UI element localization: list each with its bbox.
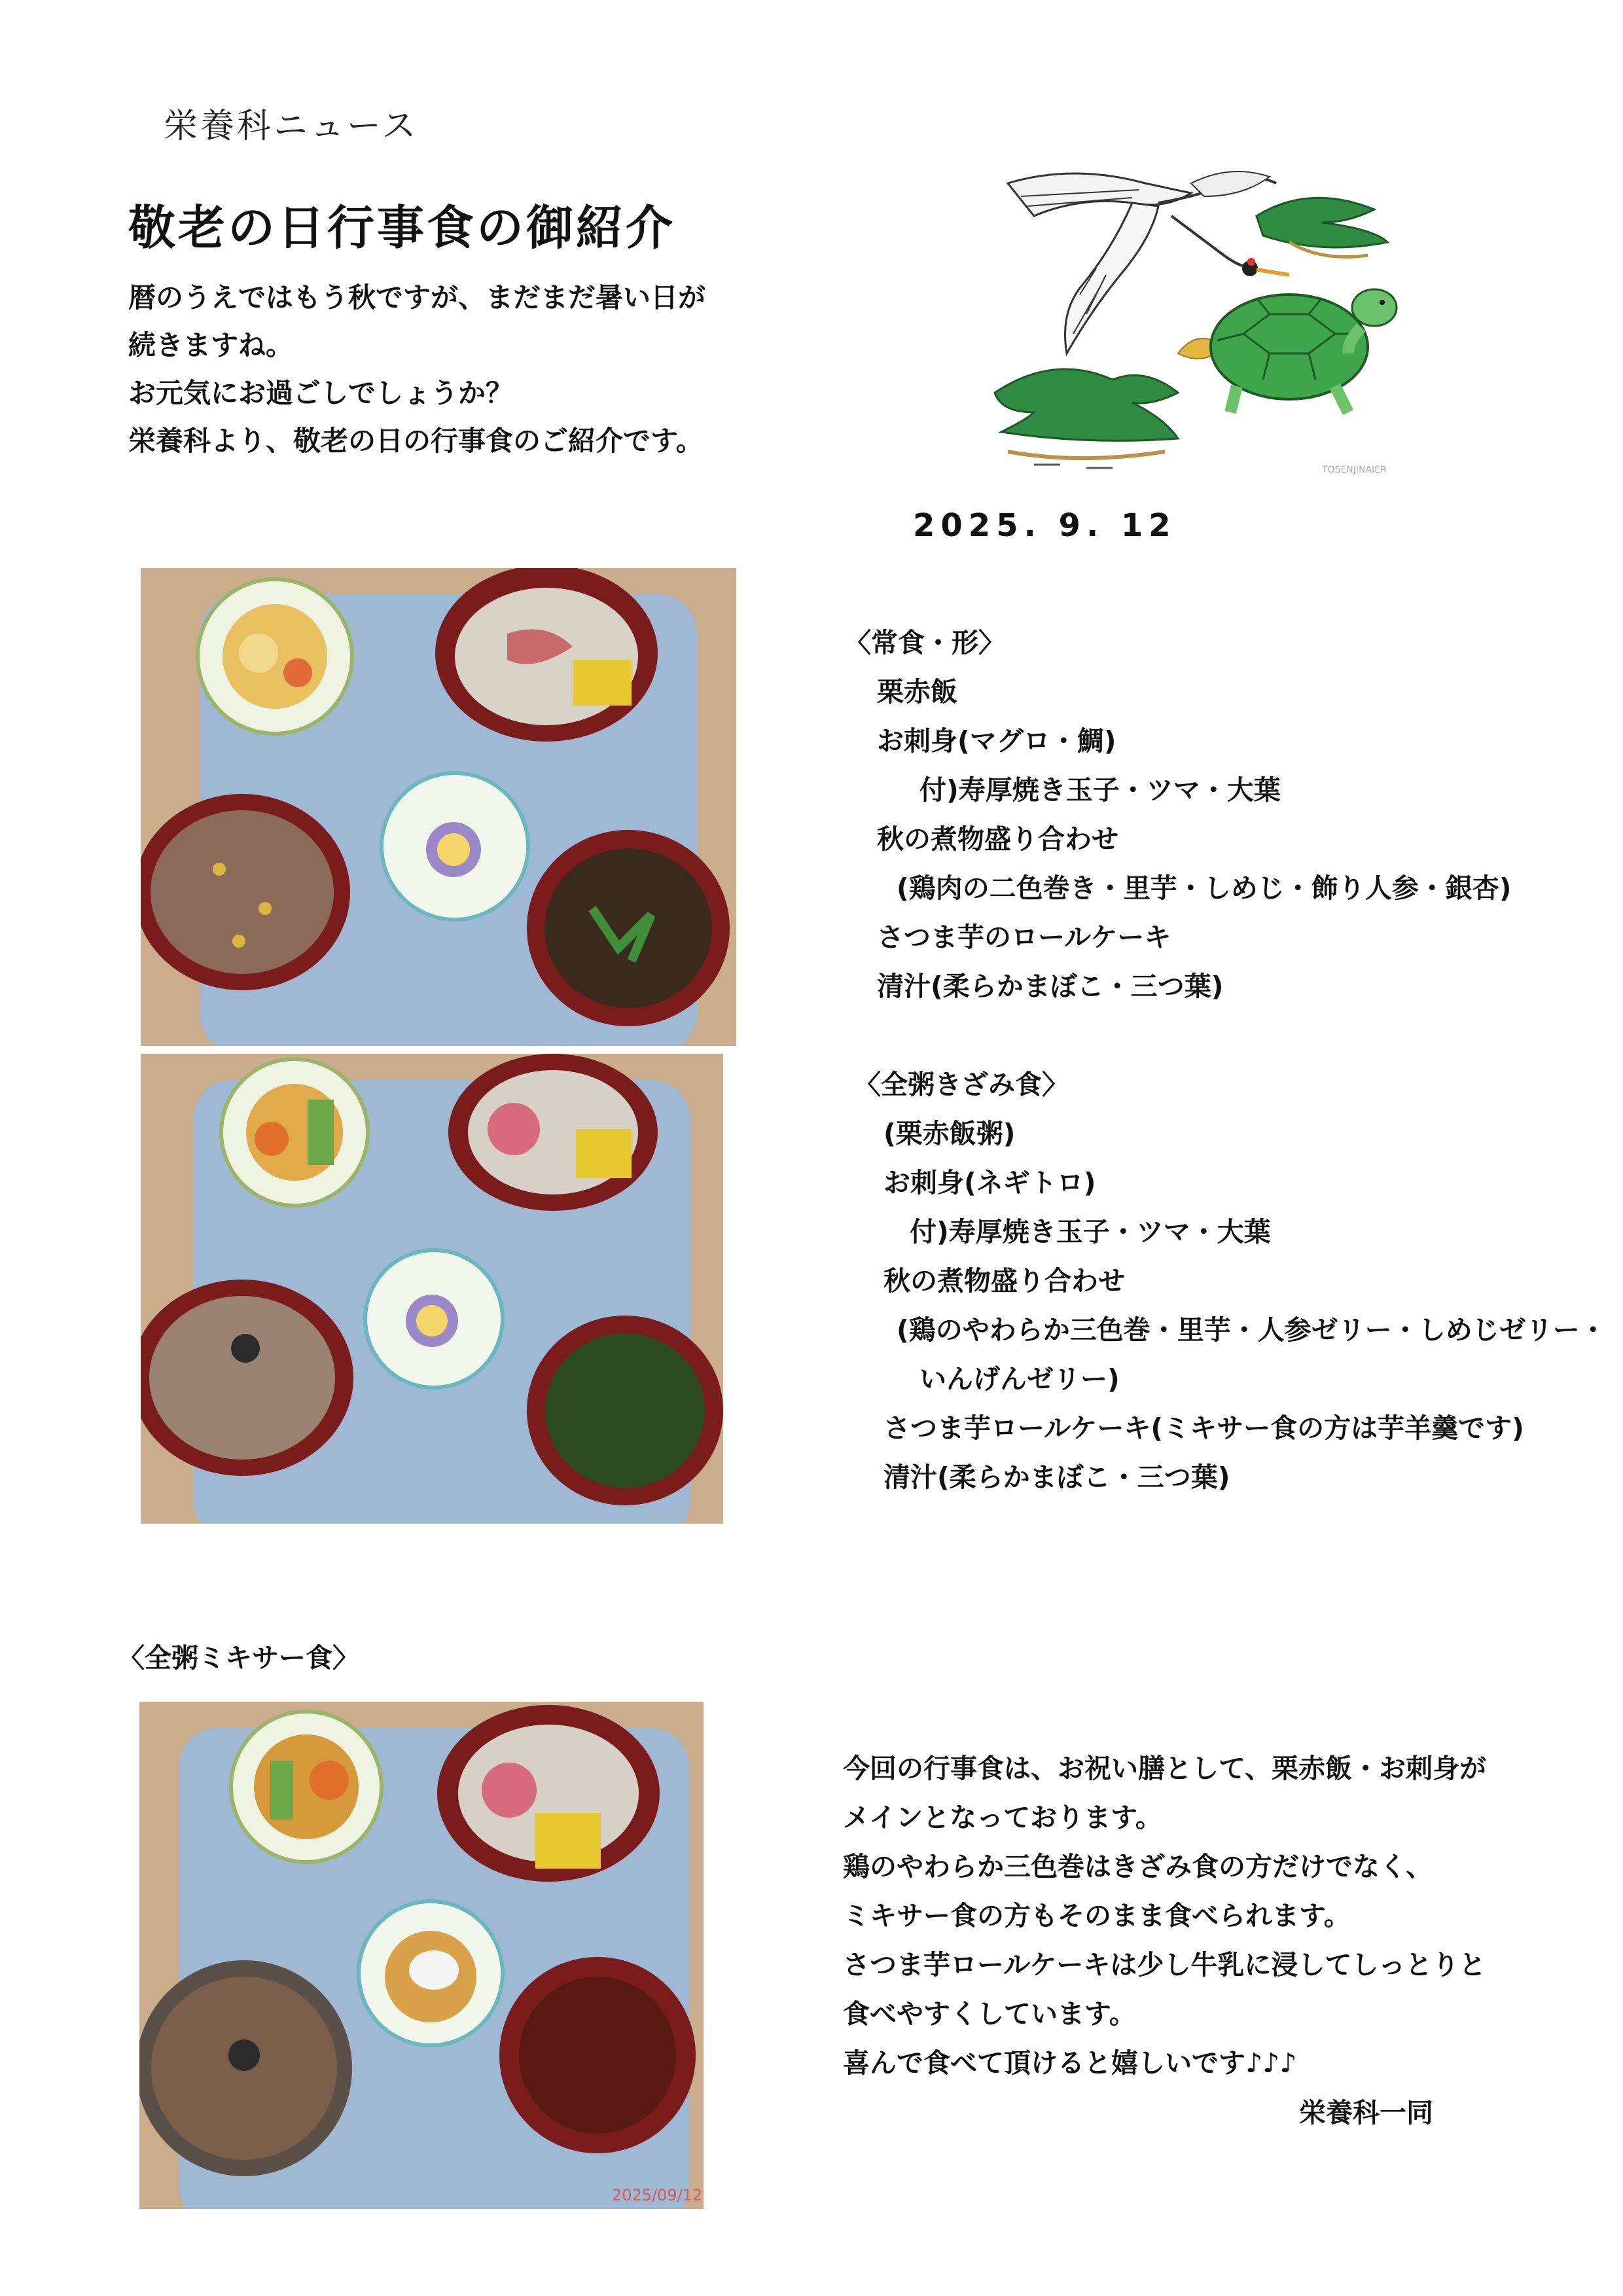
menu-minced — [854, 1060, 1607, 1502]
pine-icon — [995, 369, 1178, 468]
menu-item: 秋の煮物盛り合わせ — [883, 1265, 1125, 1297]
menu-heading-blended: 〈全粥ミキサー食〉 — [118, 1642, 359, 1674]
intro-text — [128, 274, 705, 465]
menu-regular — [844, 619, 1511, 1011]
intro-line: 暦のうえではもう秋ですが、まだまだ暑い日が — [128, 281, 706, 314]
menu-item: 清汁(柔らかまぼこ・三つ葉) — [877, 971, 1224, 1002]
closing-line: メインとなっております。 — [843, 1802, 1162, 1833]
menu-item: 栗赤飯 — [877, 676, 957, 708]
crane-turtle-illustration — [982, 157, 1427, 484]
photo-minced-meal — [141, 1054, 723, 1524]
menu-heading: 〈常食・形〉 — [844, 627, 1005, 658]
menu-item: (栗赤飯粥) — [883, 1118, 1016, 1149]
turtle-icon — [1178, 289, 1397, 412]
photo-blended-meal — [139, 1702, 704, 2209]
menu-item: さつま芋のロールケーキ — [877, 922, 1171, 953]
section-header: 栄養科ニュース — [164, 107, 419, 146]
date: 2025. 9. 12 — [913, 507, 1177, 544]
menu-item: (鶏のやわらか三色巻・里芋・人参ゼリー・しめじゼリー・ — [897, 1314, 1607, 1346]
closing-message — [843, 1744, 1486, 2088]
closing-line: 鶏のやわらか三色巻はきざみ食の方だけでなく、 — [843, 1851, 1433, 1882]
page-title: 敬老の日行事食の御紹介 — [128, 200, 676, 255]
menu-item: お刺身(マグロ・鯛) — [877, 725, 1116, 757]
intro-line: 続きますね。 — [128, 329, 294, 361]
menu-item: さつま芋ロールケーキ(ミキサー食の方は芋羊羹です) — [883, 1412, 1524, 1444]
menu-item: お刺身(ネギトロ) — [883, 1167, 1096, 1198]
closing-line: さつま芋ロールケーキは少し牛乳に浸してしっとりと — [843, 1949, 1486, 1981]
closing-line: ミキサー食の方もそのまま食べられます。 — [843, 1900, 1351, 1931]
signature: 栄養科一同 — [1299, 2097, 1433, 2128]
intro-line: 栄養科より、敬老の日の行事食のご紹介です。 — [128, 425, 704, 457]
closing-line: 喜んで食べて頂けると嬉しいです♪♪♪ — [843, 2047, 1297, 2079]
intro-line: お元気にお過ごしでしょうか？ — [128, 377, 514, 409]
menu-heading: 〈全粥きざみ食〉 — [854, 1069, 1069, 1100]
photo-date-stamp: 2025/09/12 — [612, 2186, 703, 2204]
pine-icon — [1257, 198, 1387, 257]
menu-item: いんげんゼリー) — [919, 1363, 1120, 1395]
menu-item: 付)寿厚焼き玉子・ツマ・大葉 — [910, 1216, 1271, 1247]
menu-item: 付)寿厚焼き玉子・ツマ・大葉 — [919, 774, 1281, 806]
illustration-credit: TOSENJINAIER — [1322, 465, 1387, 475]
closing-line: 今回の行事食は、お祝い膳として、栗赤飯・お刺身が — [843, 1753, 1487, 1784]
closing-line: 食べやすくしています。 — [843, 1998, 1136, 2030]
photo-regular-meal — [141, 568, 736, 1046]
menu-item: 秋の煮物盛り合わせ — [877, 823, 1118, 855]
menu-item: (鶏肉の二色巻き・里芋・しめじ・飾り人参・銀杏) — [897, 872, 1512, 904]
menu-item: 清汁(柔らかまぼこ・三つ葉) — [883, 1462, 1230, 1493]
